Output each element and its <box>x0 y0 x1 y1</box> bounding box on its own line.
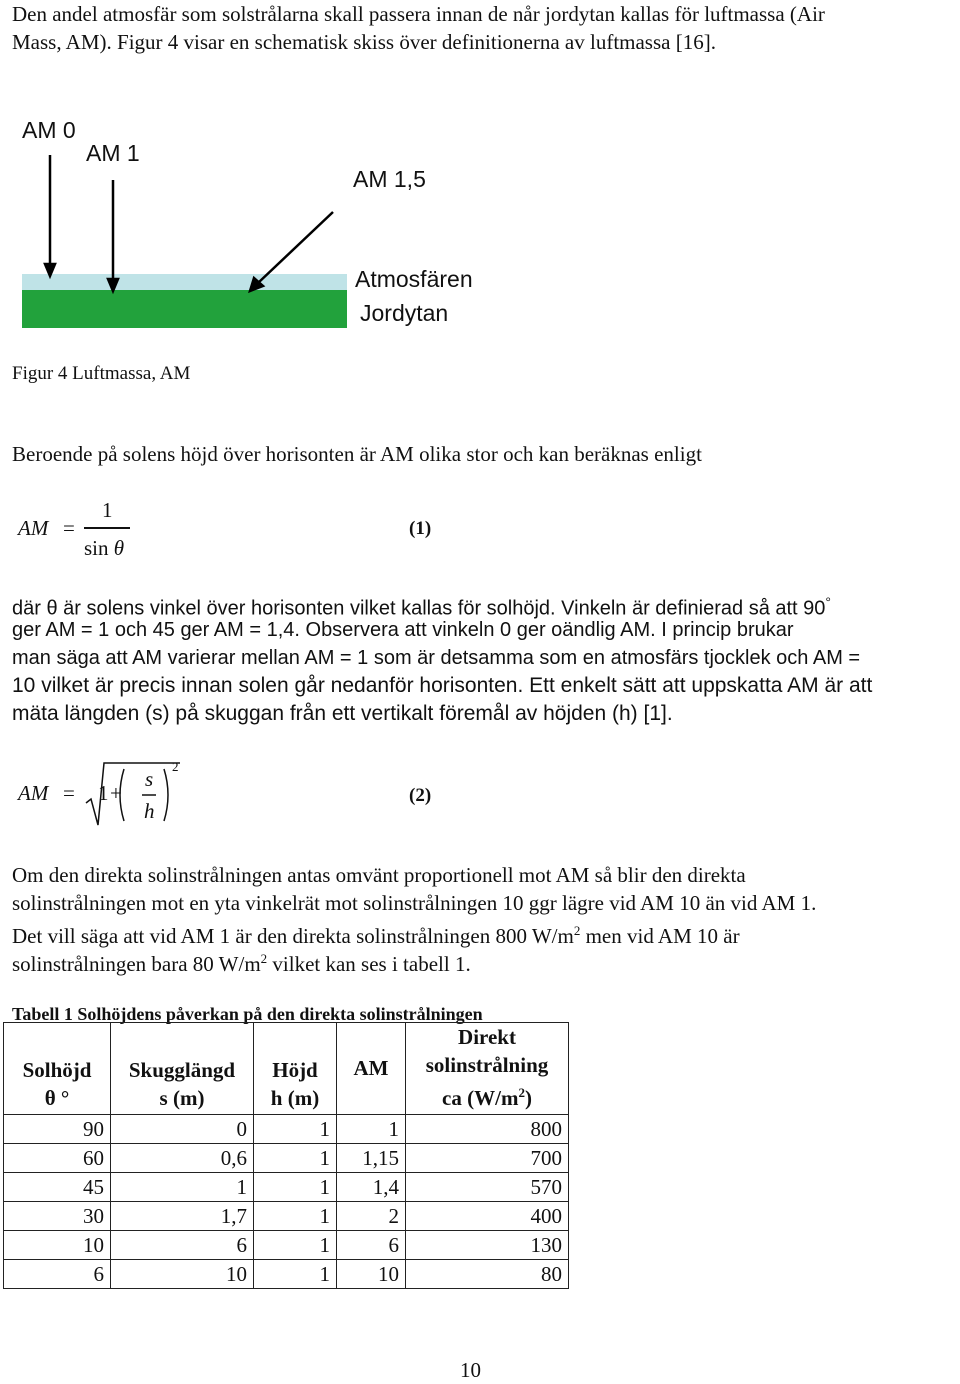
header-solhojd-l2: Solhöjd <box>22 1058 92 1082</box>
header-direkt-l1: Direkt <box>458 1025 516 1049</box>
header-skugglangd <box>111 1023 254 1115</box>
p4-line-4b: vilket kan ses i tabell 1. <box>267 952 471 976</box>
eq1-number: (1) <box>409 518 432 539</box>
atmosphere-band <box>22 274 347 290</box>
p3-line-3: man säga att AM varierar mellan AM = 1 som är detsamma som en atmosfärs tjocklek och AM = <box>12 647 861 669</box>
data-table <box>3 1022 569 1289</box>
table-cell: 90 <box>4 1115 111 1144</box>
eq1-sin: sin <box>84 536 109 560</box>
header-direkt-l3 <box>412 1079 562 1112</box>
p4-line-4a: solinstrålningen bara 80 W/m <box>12 952 261 976</box>
table-cell: 0 <box>111 1115 254 1144</box>
p4-line-1: Om den direkta solinstrålningen antas omvänt proportionell mot AM så blir den direkta <box>12 863 746 887</box>
table-cell: 1 <box>111 1173 254 1202</box>
p4-line-4 <box>12 945 952 978</box>
table-cell: 80 <box>406 1260 569 1289</box>
table-cell: 1 <box>254 1231 337 1260</box>
am15-arrow <box>258 212 333 283</box>
p3-line-4: 10 vilket är precis innan solen går nedanför horisonten. Ett enkelt sätt att uppskatta AM är att <box>12 674 873 697</box>
header-skugg-l3: s (m) <box>159 1086 205 1110</box>
table-cell: 1,7 <box>111 1202 254 1231</box>
header-am <box>337 1023 406 1115</box>
header-hojd-l3: h (m) <box>270 1086 320 1110</box>
table-caption: Tabell 1 Solhöjdens påverkan på den direkta solinstrålningen <box>12 1004 483 1024</box>
eq2-denominator: h <box>144 799 155 823</box>
table-cell: 570 <box>406 1173 569 1202</box>
degree-mark: ° <box>825 594 832 610</box>
figure-4 <box>0 100 520 340</box>
table-cell: 30 <box>4 1202 111 1231</box>
table-cell: 1 <box>337 1115 406 1144</box>
table-row <box>4 1115 569 1144</box>
table-cell: 1 <box>254 1260 337 1289</box>
table-row <box>4 1144 569 1173</box>
header-hojd <box>254 1023 337 1115</box>
table-cell: 700 <box>406 1144 569 1173</box>
header-direkt-l3b: ) <box>524 1086 532 1110</box>
page-number: 10 <box>460 1358 481 1382</box>
table-cell: 1,15 <box>337 1144 406 1173</box>
header-solhojd <box>4 1023 111 1115</box>
eq2-numerator: s <box>145 767 154 791</box>
table-cell: 10 <box>337 1260 406 1289</box>
p4-line-2: solinstrålningen mot en yta vinkelrät mot solinstrålningen 10 ggr lägre vid AM 10 än vid AM 1. <box>12 891 817 915</box>
label-am15: AM 1,5 <box>353 166 426 192</box>
table-cell: 6 <box>111 1231 254 1260</box>
p3-line-5: mäta längden (s) på skuggan från ett vertikalt föremål av höjden (h) [1]. <box>12 702 673 725</box>
eq2-number: (2) <box>409 785 432 806</box>
table-cell: 400 <box>406 1202 569 1231</box>
label-am0: AM 0 <box>22 117 76 143</box>
paragraph-2: Beroende på solens höjd över horisonten är AM olika stor och kan beräknas enligt <box>12 442 702 466</box>
header-direkt <box>406 1023 569 1115</box>
equation-2 <box>0 755 460 835</box>
table-cell: 130 <box>406 1231 569 1260</box>
eq1-denominator <box>84 536 124 561</box>
header-direkt-sup: 2 <box>518 1085 525 1100</box>
table-row <box>4 1260 569 1289</box>
intro-line-2: Mass, AM). Figur 4 visar en schematisk skiss över definitionerna av luftmassa [16]. <box>12 30 716 54</box>
label-ground: Jordytan <box>360 300 449 326</box>
label-am1: AM 1 <box>86 140 140 166</box>
table-cell: 1 <box>254 1202 337 1231</box>
table-cell: 1 <box>254 1173 337 1202</box>
table-cell: 1,4 <box>337 1173 406 1202</box>
table-row <box>4 1202 569 1231</box>
table-cell: 1 <box>254 1144 337 1173</box>
table-cell: 6 <box>4 1260 111 1289</box>
eq2-plus: + <box>110 781 122 805</box>
p4-sup-1: 2 <box>573 923 581 938</box>
table-cell: 10 <box>4 1231 111 1260</box>
p4-line-3b: men vid AM 10 är <box>580 924 740 948</box>
figure-caption: Figur 4 Luftmassa, AM <box>12 363 191 384</box>
header-direkt-l2: solinstrålning <box>425 1053 549 1077</box>
table-cell: 1 <box>254 1115 337 1144</box>
table-cell: 6 <box>337 1231 406 1260</box>
table-cell: 0,6 <box>111 1144 254 1173</box>
equation-1 <box>0 496 460 566</box>
header-direkt-l3a: ca (W/m <box>442 1086 519 1110</box>
eq2-lhs: AM <box>18 781 49 805</box>
p4-sup-2: 2 <box>260 951 268 966</box>
eq2-exponent: 2 <box>172 759 179 774</box>
table-row <box>4 1231 569 1260</box>
eq2-one: 1 <box>98 781 109 805</box>
intro-line-1: Den andel atmosfär som solstrålarna skall passera innan de når jordytan kallas för luftmassa (Air <box>12 2 825 26</box>
table-row <box>4 1173 569 1202</box>
header-hojd-l2: Höjd <box>272 1058 318 1082</box>
table-body <box>4 1115 569 1289</box>
table-header-row <box>4 1023 569 1115</box>
header-am-l2: AM <box>353 1055 389 1080</box>
table-cell: 45 <box>4 1173 111 1202</box>
label-atmosphere: Atmosfären <box>355 266 473 292</box>
table-cell: 10 <box>111 1260 254 1289</box>
p3-line-1-text: där θ är solens vinkel över horisonten vilket kallas för solhöjd. Vinkeln är definierad så att 90 <box>12 597 826 620</box>
p4-line-3a: Det vill säga att vid AM 1 är den direkta solinstrålningen 800 W/m <box>12 924 574 948</box>
eq1-theta: θ <box>113 536 125 560</box>
p3-line-2: ger AM = 1 och 45 ger AM = 1,4. Observera att vinkeln 0 ger oändlig AM. I princip brukar <box>12 619 794 641</box>
eq1-fraction-bar <box>84 527 130 529</box>
eq1-numerator: 1 <box>102 498 113 522</box>
ground-band <box>22 290 347 328</box>
table-cell: 800 <box>406 1115 569 1144</box>
eq2-equals: = <box>63 781 75 805</box>
eq1-equals: = <box>63 516 75 540</box>
table-cell: 2 <box>337 1202 406 1231</box>
header-skugg-l2: Skugglängd <box>128 1058 236 1082</box>
eq1-lhs: AM <box>18 516 49 540</box>
table-cell: 60 <box>4 1144 111 1173</box>
header-solhojd-l3: θ ° <box>44 1086 70 1110</box>
